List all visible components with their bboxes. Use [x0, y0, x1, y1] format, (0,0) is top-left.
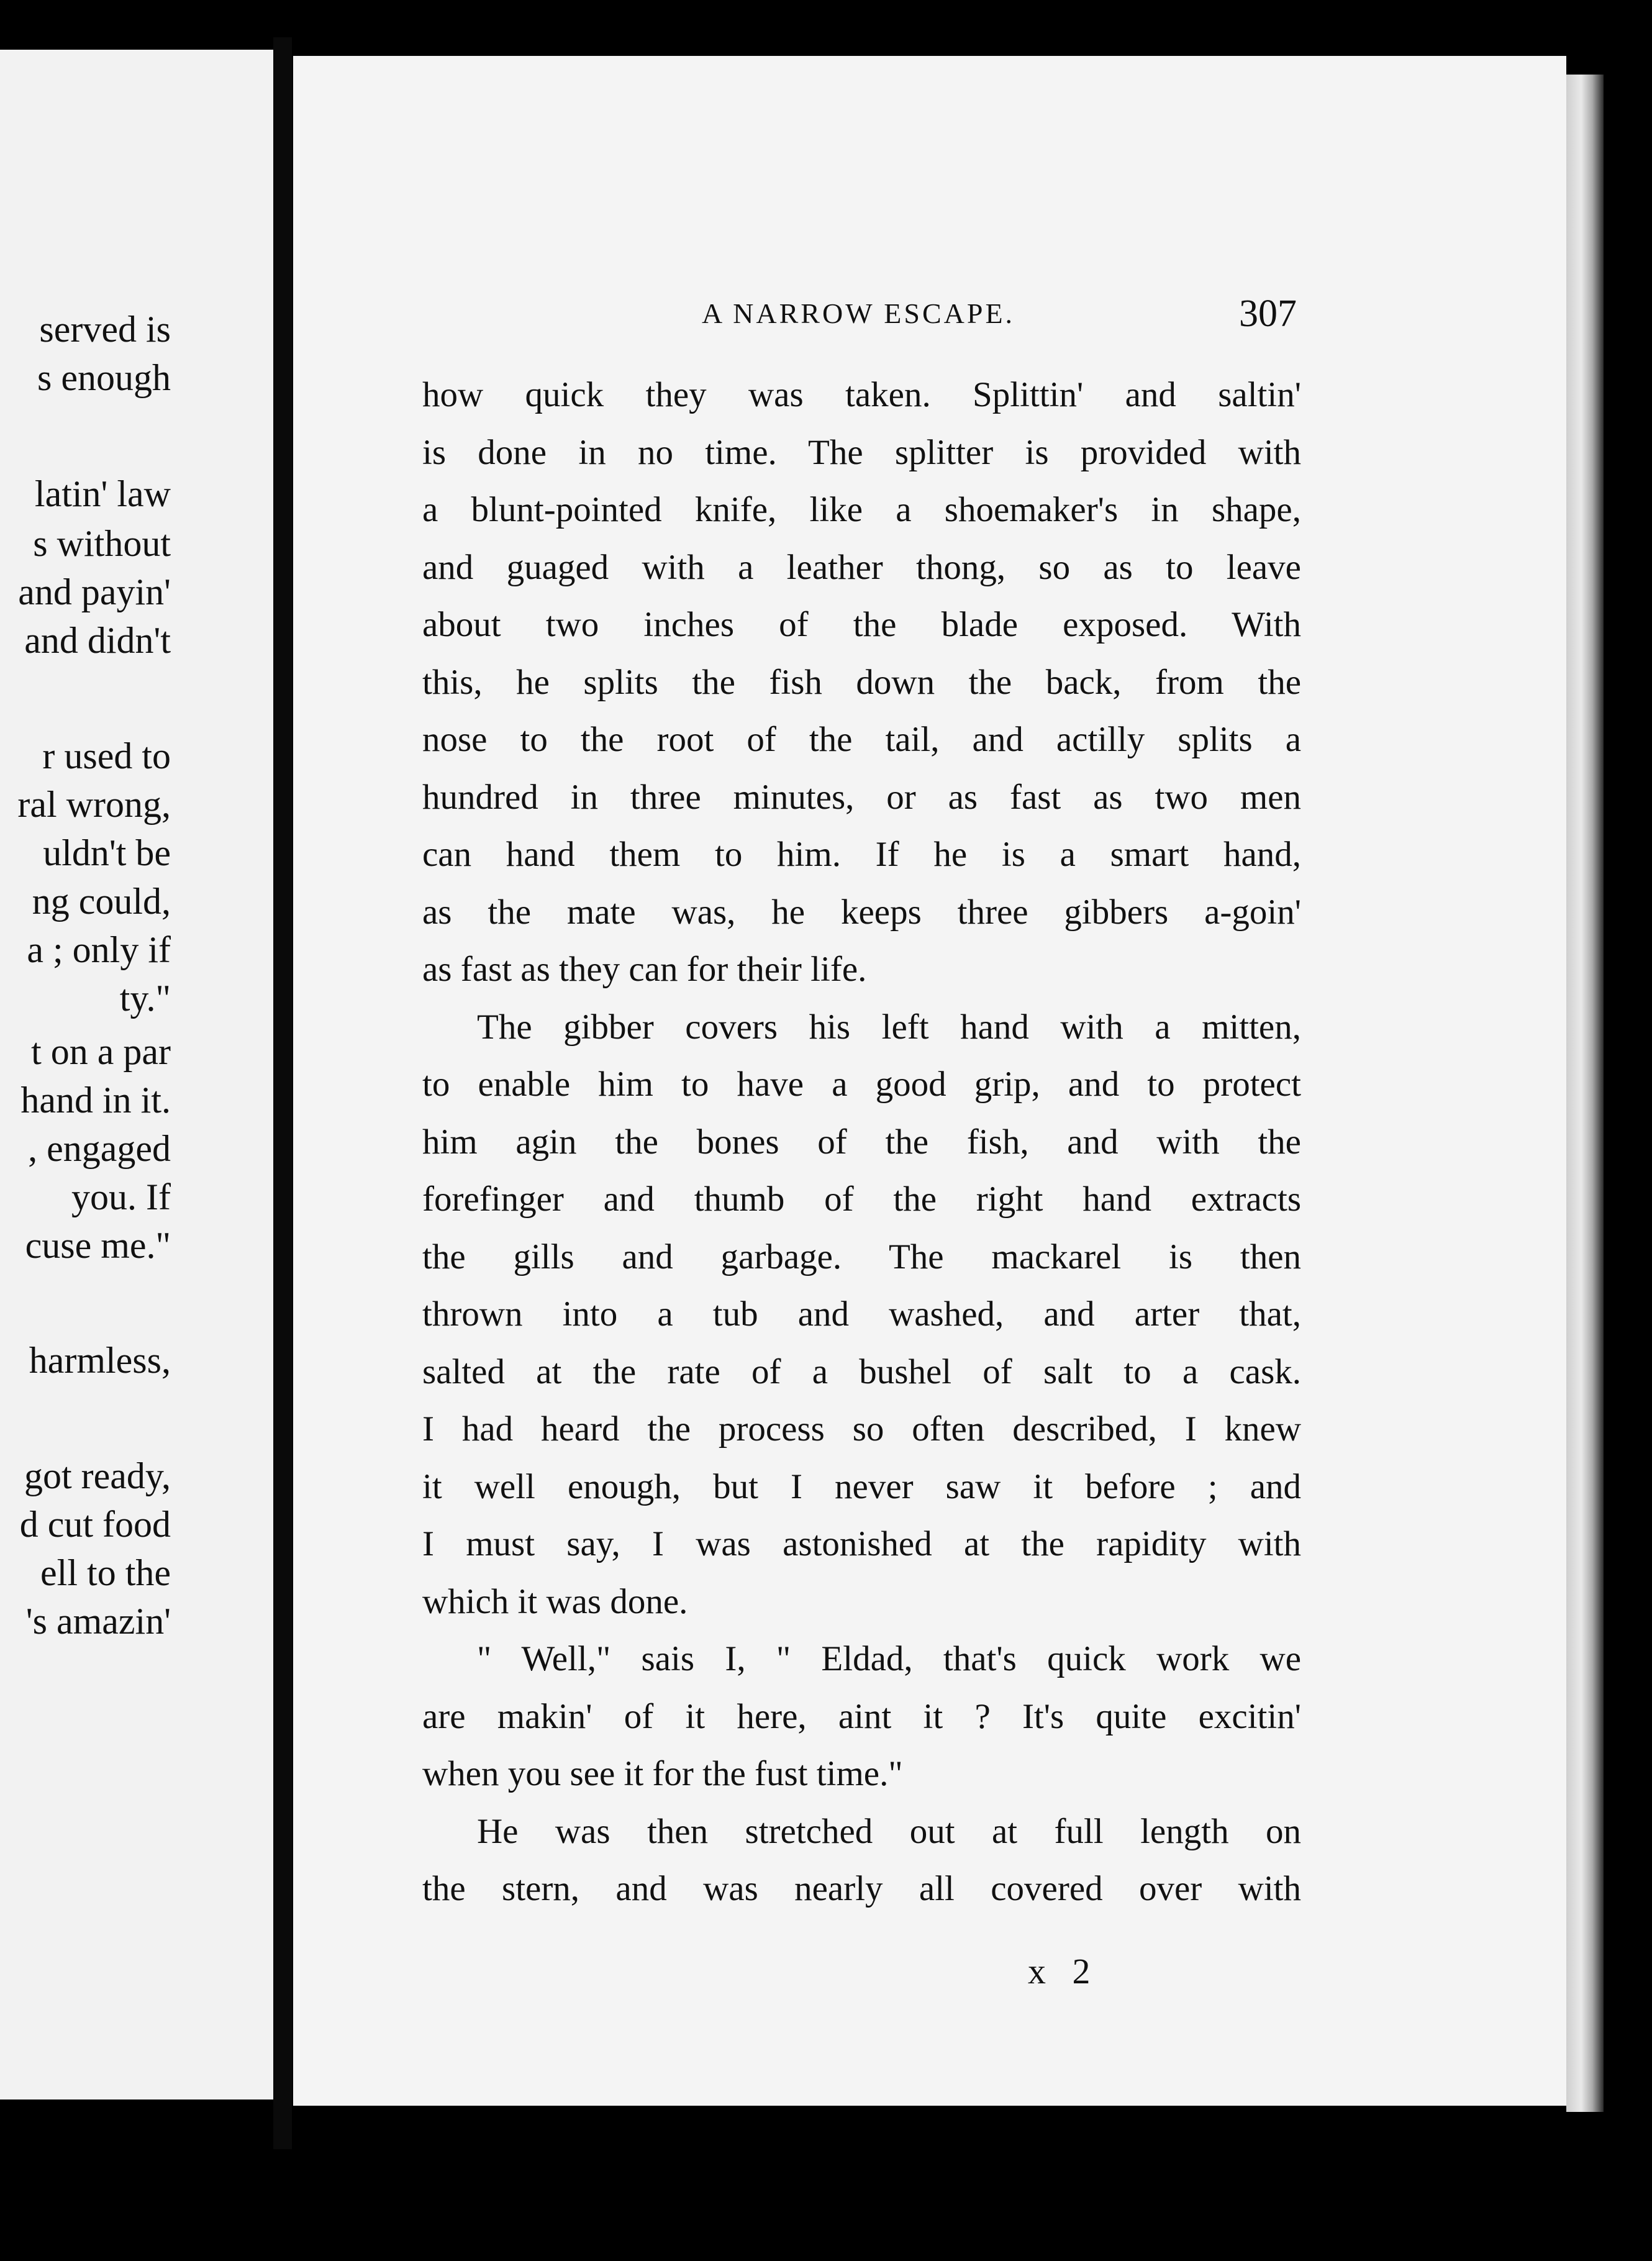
text-line: it well enough, but I never saw it before ; and: [422, 1467, 1301, 1506]
text-line: I must say, I was astonished at the rapidity with: [422, 1524, 1301, 1563]
text-line: salted at the rate of a bushel of salt to a cask.: [422, 1352, 1301, 1391]
facing-page-line: latin' law: [34, 473, 171, 514]
facing-page-line: a ; only if: [27, 929, 171, 970]
facing-page-left: [0, 50, 273, 2100]
facing-page-line: , engaged: [28, 1128, 171, 1169]
page-number: 307: [1239, 293, 1297, 335]
facing-page-line: ral wrong,: [17, 784, 171, 825]
text-line: I had heard the process so often described, I knew: [422, 1409, 1301, 1449]
facing-page-line: you. If: [71, 1176, 171, 1217]
text-line: and guaged with a leather thong, so as to leave: [422, 547, 1301, 587]
text-line: how quick they was taken. Splittin' and saltin': [422, 375, 1301, 414]
signature-mark: x 2: [1028, 1951, 1099, 1991]
facing-page-line: cuse me.": [25, 1225, 171, 1266]
facing-page-line: ng could,: [32, 881, 171, 922]
text-line: which it was done.: [422, 1581, 688, 1621]
text-line: forefinger and thumb of the right hand extracts: [422, 1180, 1301, 1219]
facing-page-line: 's amazin': [25, 1601, 171, 1642]
facing-page-line: t on a par: [31, 1031, 171, 1072]
text-line: as the mate was, he keeps three gibbers a-goin': [422, 892, 1301, 932]
text-line: are makin' of it here, aint it ? It's quite excitin': [422, 1696, 1301, 1736]
text-line: hundred in three minutes, or as fast as two men: [422, 777, 1301, 817]
text-line: as fast as they can for their life.: [422, 950, 867, 989]
text-line: the stern, and was nearly all covered over with: [422, 1869, 1301, 1908]
facing-page-line: served is: [39, 309, 171, 350]
text-line: nose to the root of the tail, and actilly splits a: [422, 720, 1301, 759]
running-head: A NARROW ESCAPE.: [702, 298, 1015, 329]
paragraph: [422, 366, 1301, 999]
text-line: He was then stretched out at full length on: [477, 1811, 1301, 1851]
paragraph: [422, 1803, 1301, 1918]
text-line: him agin the bones of the fish, and with the: [422, 1122, 1301, 1162]
facing-page-line: and didn't: [24, 620, 171, 661]
page-edge: [1566, 75, 1604, 2112]
paragraph: [422, 999, 1301, 1631]
text-line: The gibber covers his left hand with a mitten,: [477, 1007, 1301, 1047]
facing-page-line: hand in it.: [20, 1080, 171, 1121]
body-text: [422, 366, 1301, 1918]
text-line: about two inches of the blade exposed. With: [422, 605, 1301, 644]
text-line: is done in no time. The splitter is provided with: [422, 432, 1301, 472]
facing-page-line: harmless,: [29, 1340, 171, 1381]
facing-page-line: ell to the: [40, 1552, 171, 1593]
text-line: thrown into a tub and washed, and arter that,: [422, 1294, 1301, 1334]
facing-page-line: and payin': [18, 571, 171, 612]
text-line: can hand them to him. If he is a smart hand,: [422, 835, 1301, 874]
text-line: a blunt-pointed knife, like a shoemaker's in shape,: [422, 490, 1301, 529]
text-line: when you see it for the fust time.": [422, 1754, 903, 1793]
book-gutter: [273, 37, 292, 2149]
facing-page-line: s enough: [37, 357, 171, 398]
facing-page-line: s without: [33, 523, 171, 564]
facing-page-line: d cut food: [19, 1504, 171, 1545]
facing-page-line: ty.": [119, 978, 171, 1019]
text-line: this, he splits the fish down the back, from the: [422, 662, 1301, 702]
text-line: to enable him to have a good grip, and to protect: [422, 1065, 1301, 1104]
text-line: the gills and garbage. The mackarel is then: [422, 1237, 1301, 1276]
facing-page-line: uldn't be: [43, 832, 171, 873]
facing-page-line: got ready,: [24, 1455, 171, 1496]
facing-page-line: r used to: [42, 735, 171, 776]
text-line: " Well," sais I, " Eldad, that's quick work we: [477, 1639, 1301, 1678]
paragraph: [422, 1631, 1301, 1803]
